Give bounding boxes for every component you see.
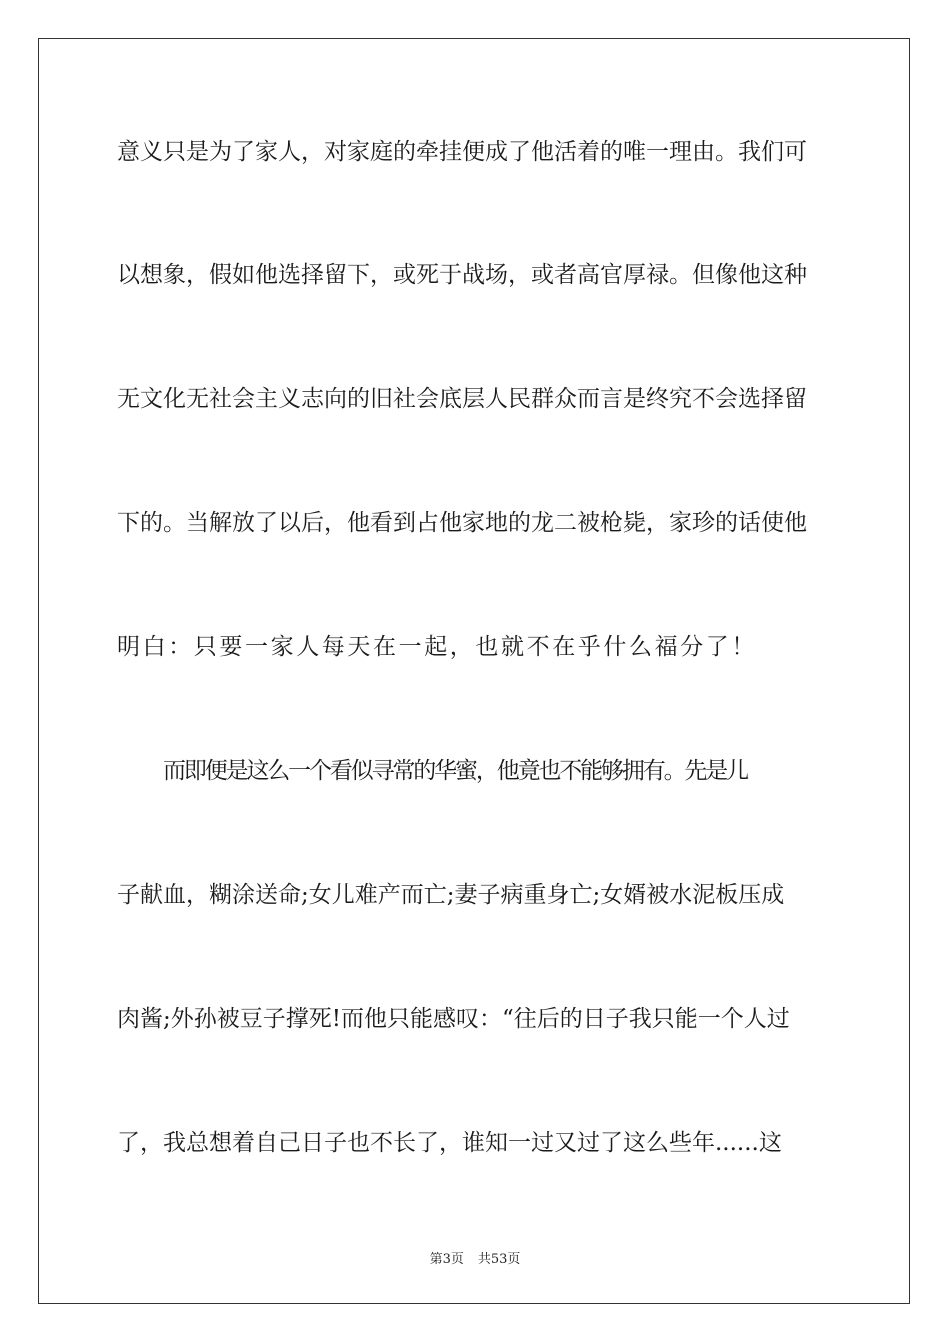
body-text-line-1: 意义只是为了家人，对家庭的牵挂便成了他活着的唯一理由。我们可 bbox=[117, 139, 807, 165]
body-text-line-5: 明白：只要一家人每天在一起，也就不在乎什么福分了！ bbox=[117, 634, 757, 660]
body-text-line-9: 了，我总想着自己日子也不长了，谁知一过又过了这么些年......这 bbox=[117, 1130, 782, 1156]
body-text-line-6: 而即便是这么一个看似寻常的华蜜，他竟也不能够拥有。先是儿 bbox=[163, 758, 748, 784]
page-border bbox=[38, 38, 910, 1304]
total-pages: 共53页 bbox=[477, 1252, 521, 1267]
body-text-line-7: 子献血，糊涂送命;女儿难产而亡;妻子病重身亡;女婿被水泥板压成 bbox=[117, 882, 785, 908]
page-footer bbox=[0, 1248, 950, 1267]
body-text-line-3: 无文化无社会主义志向的旧社会底层人民群众而言是终究不会选择留 bbox=[117, 386, 807, 412]
body-text-line-2: 以想象，假如他选择留下，或死于战场，或者高官厚禄。但像他这种 bbox=[117, 262, 807, 288]
body-text-line-4: 下的。当解放了以后，他看到占他家地的龙二被枪毙，家珍的话使他 bbox=[117, 510, 807, 536]
page-number: 第3页 bbox=[429, 1252, 464, 1267]
body-text-line-8: 肉酱;外孙被豆子撑死!而他只能感叹：“往后的日子我只能一个人过 bbox=[117, 1006, 790, 1032]
